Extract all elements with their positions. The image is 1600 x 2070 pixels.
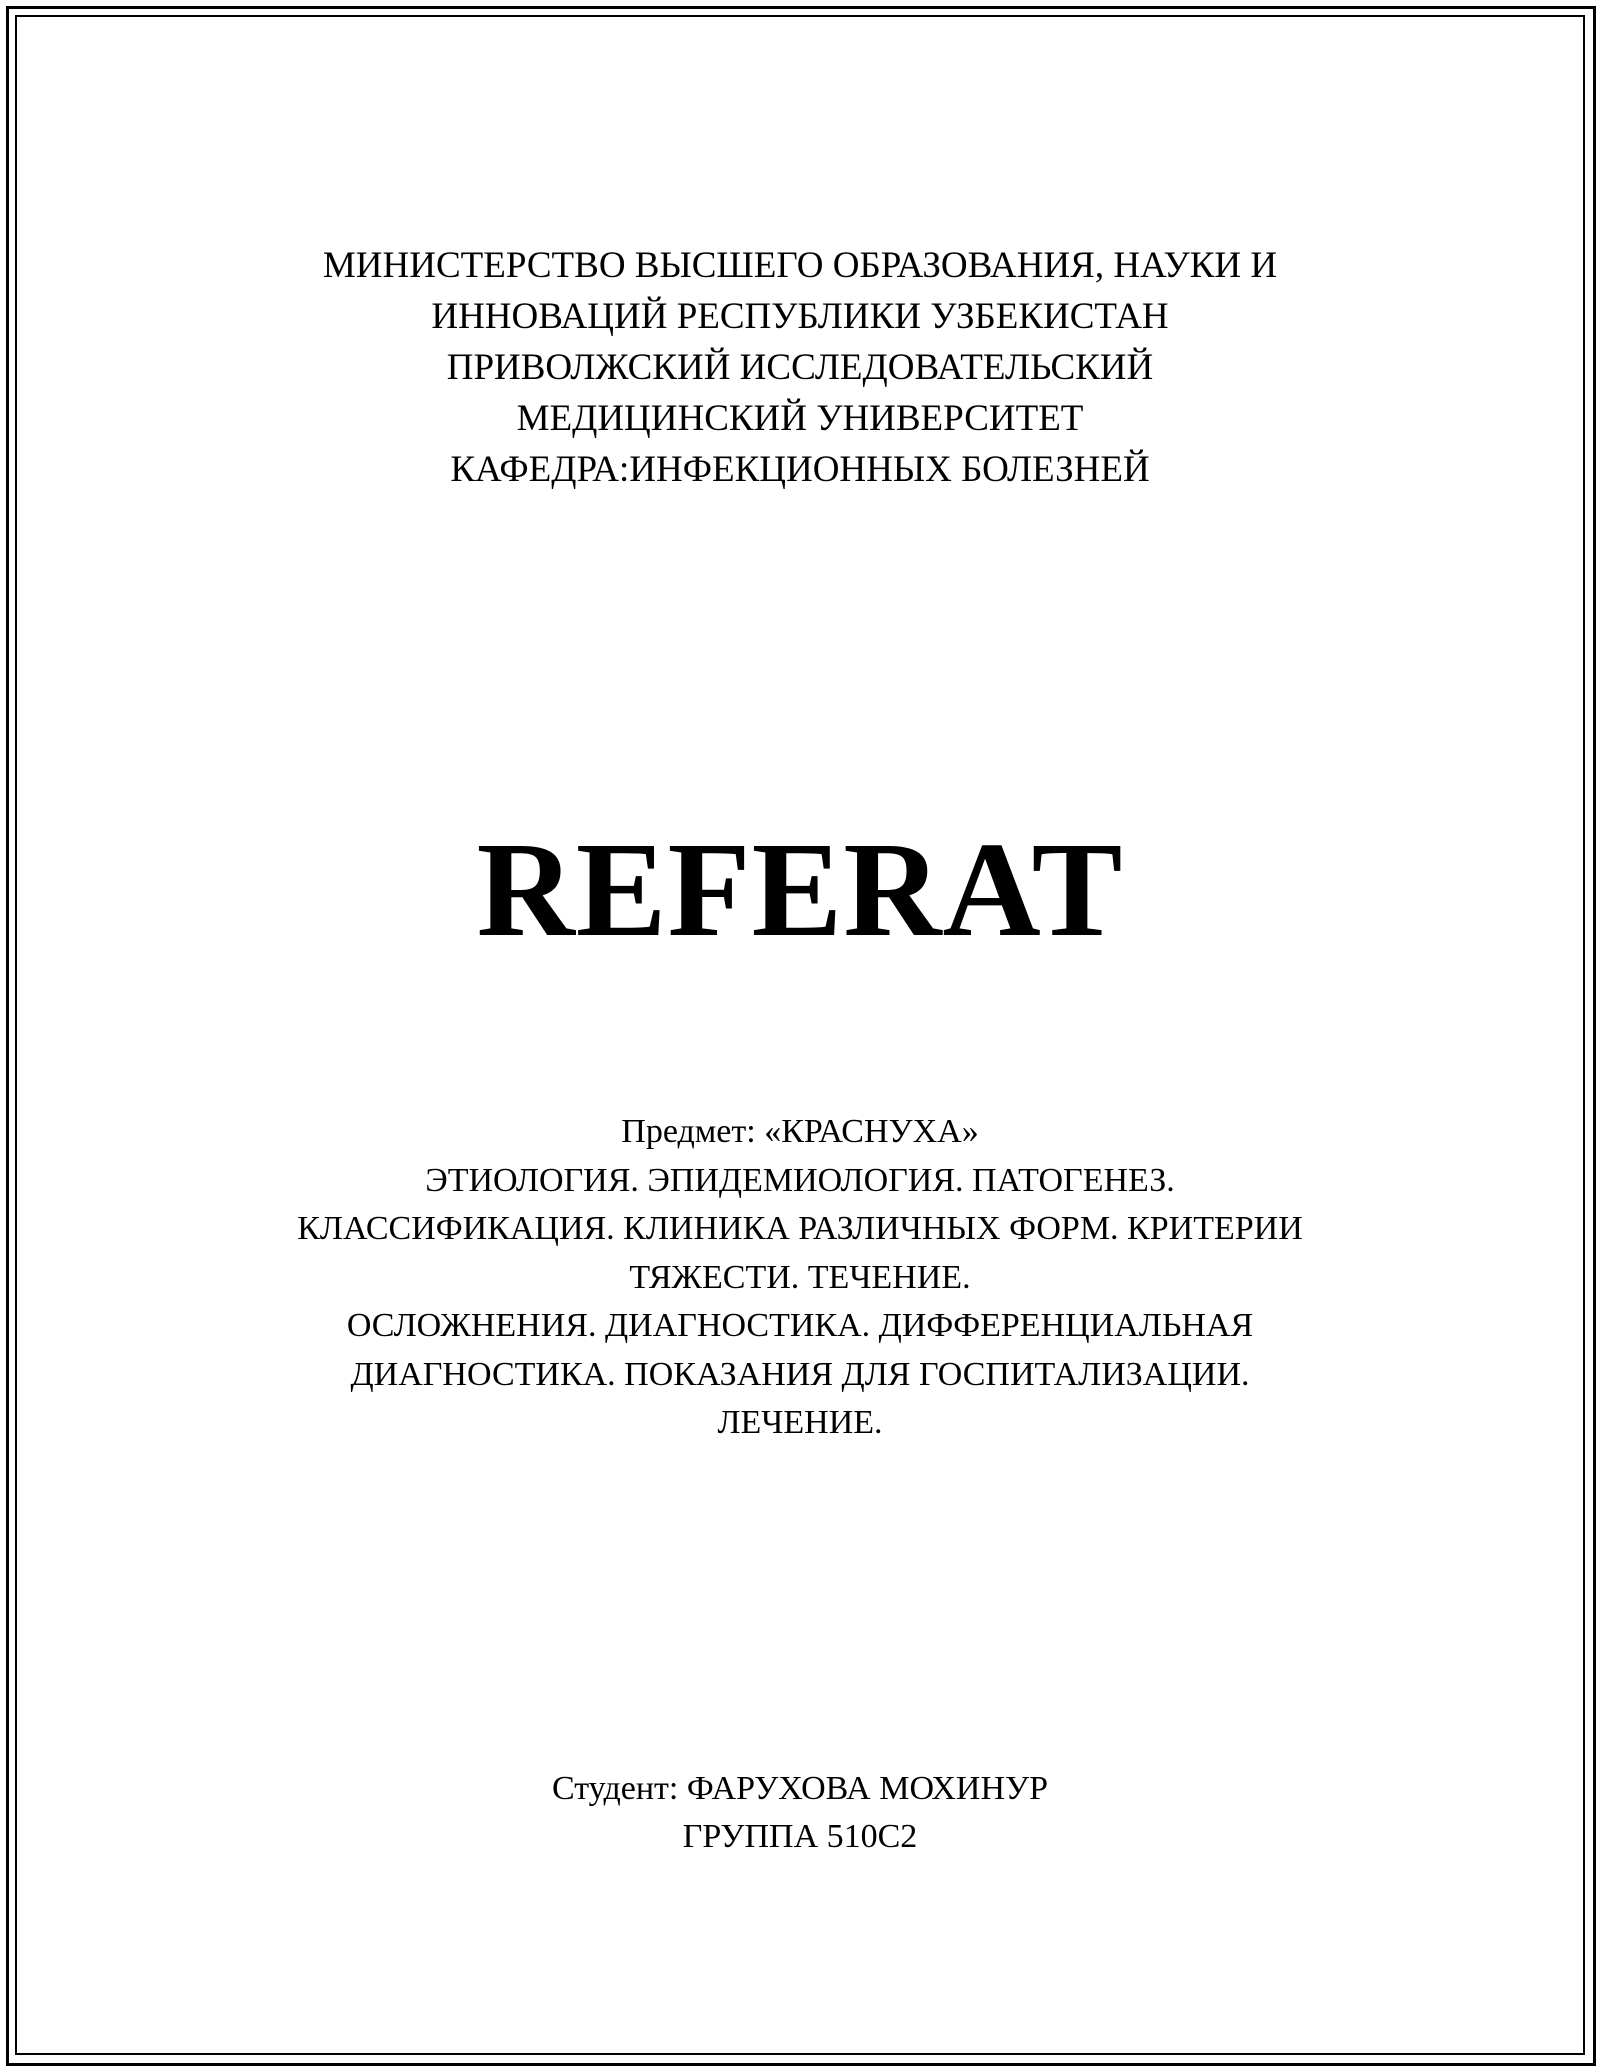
subject-line: Предмет: «КРАСНУХА» — [621, 1113, 979, 1150]
topic-line-5: ДИАГНОСТИКА. ПОКАЗАНИЯ ДЛЯ ГОСПИТАЛИЗАЦИИ. — [350, 1355, 1250, 1393]
student-name-line: Студент: ФАРУХОВА МОХИНУР — [551, 1770, 1049, 1807]
topic-line-3: ТЯЖЕСТИ. ТЕЧЕНИЕ. — [629, 1258, 971, 1296]
student-group-line: ГРУППА 510С2 — [682, 1818, 918, 1855]
topic-line-4: ОСЛОЖНЕНИЯ. ДИАГНОСТИКА. ДИФФЕРЕНЦИАЛЬНАЯ — [346, 1307, 1254, 1344]
university-line-2: МЕДИЦИНСКИЙ УНИВЕРСИТЕТ — [516, 398, 1084, 439]
document-title: REFERAT — [476, 815, 1124, 965]
subject-section — [0, 1108, 1600, 1448]
ministry-line-1: МИНИСТЕРСТВО ВЫСШЕГО ОБРАЗОВАНИЯ, НАУКИ И — [322, 245, 1278, 286]
student-section — [0, 1765, 1600, 1861]
topic-line-1: ЭТИОЛОГИЯ. ЭПИДЕМИОЛОГИЯ. ПАТОГЕНЕЗ. — [425, 1161, 1175, 1199]
ministry-line-2: ИННОВАЦИЙ РЕСПУБЛИКИ УЗБЕКИСТАН — [431, 296, 1169, 337]
topic-line-2: КЛАССИФИКАЦИЯ. КЛИНИКА РАЗЛИЧНЫХ ФОРМ. КРИТЕРИИ — [297, 1210, 1303, 1247]
university-line-1: ПРИВОЛЖСКИЙ ИССЛЕДОВАТЕЛЬСКИЙ — [446, 347, 1154, 388]
institution-header — [0, 240, 1600, 495]
topic-line-6: ЛЕЧЕНИЕ. — [717, 1404, 883, 1441]
department-line: КАФЕДРА:ИНФЕКЦИОННЫХ БОЛЕЗНЕЙ — [450, 449, 1150, 490]
